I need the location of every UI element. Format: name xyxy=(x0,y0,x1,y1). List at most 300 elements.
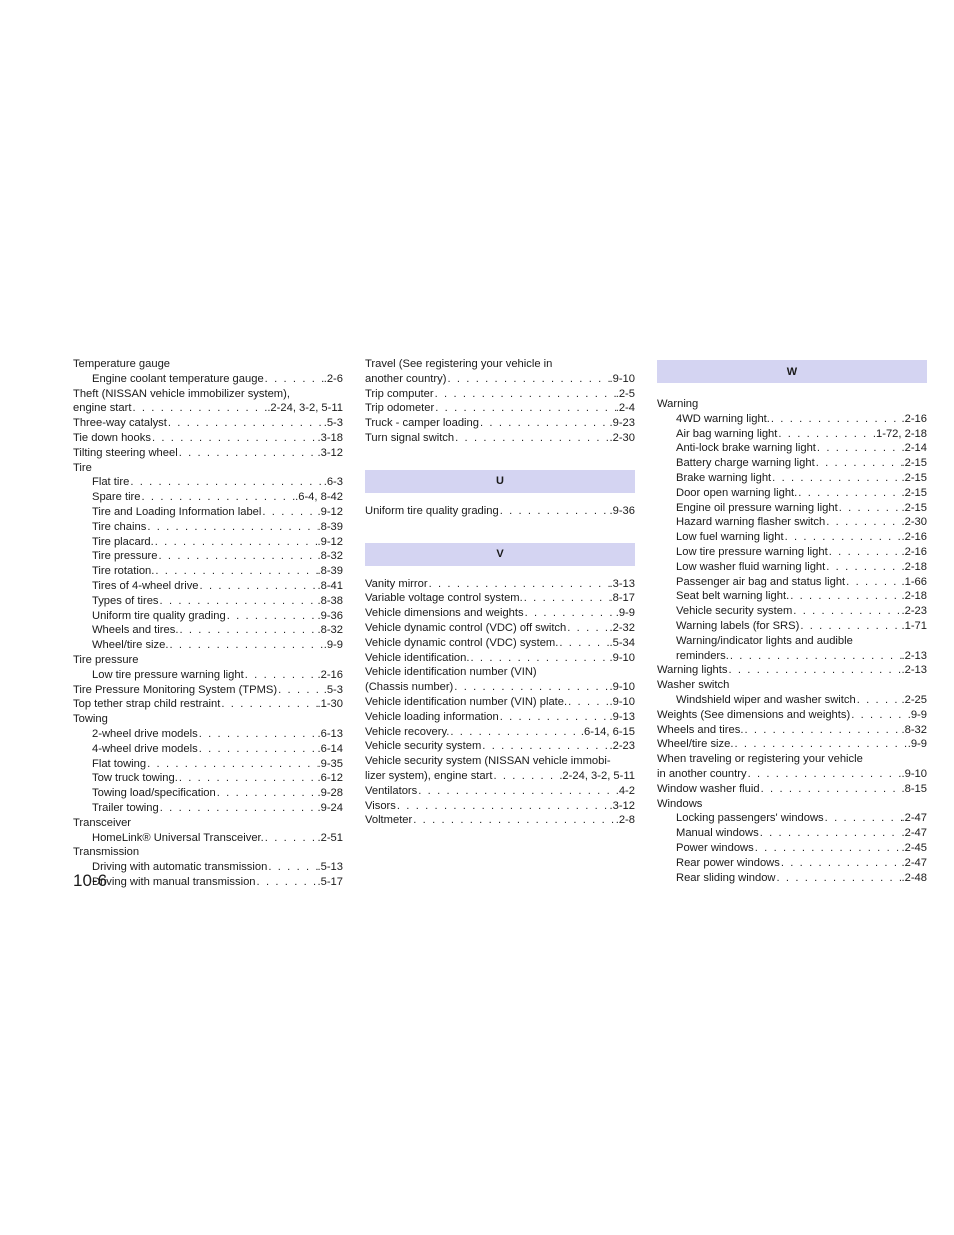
dot-leader xyxy=(759,826,902,841)
index-entry xyxy=(73,431,343,446)
index-entry xyxy=(365,651,635,666)
entry-page-ref: .2-48 xyxy=(901,871,927,884)
entry-page-ref: .2-18 xyxy=(901,560,927,573)
dot-leader xyxy=(747,767,902,782)
entry-text: Top tether strap child restraint xyxy=(73,698,221,711)
entry-page-ref: .2-51 xyxy=(317,831,343,844)
dot-leader xyxy=(264,831,318,846)
dot-leader xyxy=(825,515,901,530)
entry-page-ref: .2-16 xyxy=(317,668,343,681)
entry-text: Flat towing xyxy=(92,757,147,770)
dot-leader xyxy=(499,504,610,519)
entry-text: Rear power windows xyxy=(676,856,780,869)
entry-text: Low tire pressure warning light xyxy=(92,668,244,681)
dot-leader xyxy=(792,604,901,619)
dot-leader xyxy=(198,727,318,742)
entry-text: Travel (See registering your vehicle in xyxy=(365,358,553,370)
entry-text: Wheel/tire size. xyxy=(657,738,734,751)
entry-page-ref: .8-15 xyxy=(901,782,927,795)
index-subentry xyxy=(657,486,927,501)
index-subentry xyxy=(73,372,343,387)
index-subentry xyxy=(657,501,927,516)
entry-page-ref: .5-34 xyxy=(609,636,635,649)
entry-text: 2-wheel drive models xyxy=(92,727,198,740)
index-entry xyxy=(365,591,635,606)
index-entry xyxy=(73,401,343,416)
index-entry xyxy=(73,357,343,372)
index-entry xyxy=(365,695,635,710)
dot-leader xyxy=(412,813,615,828)
page-number: 10-6 xyxy=(73,871,108,890)
entry-text: Manual windows xyxy=(676,827,759,840)
entry-text: Tire pressure xyxy=(92,550,158,563)
dot-leader xyxy=(267,860,317,875)
entry-page-ref: .5-3 xyxy=(323,683,343,696)
entry-text: Vanity mirror xyxy=(365,577,428,590)
entry-page-ref: .1-72, 2-18 xyxy=(872,427,927,440)
dot-leader xyxy=(453,680,609,695)
entry-page-ref: .9-9 xyxy=(907,738,927,751)
index-subentry xyxy=(73,549,343,564)
entry-page-ref: .2-18 xyxy=(901,590,927,603)
entry-page-ref: .9-9 xyxy=(615,607,635,620)
dot-leader xyxy=(154,535,318,550)
entry-page-ref: .8-39 xyxy=(317,520,343,533)
index-entry xyxy=(657,782,927,797)
index-entry xyxy=(657,737,927,752)
entry-text: Locking passengers' windows xyxy=(676,812,824,825)
entry-text: Door open warning light. xyxy=(676,486,798,499)
entry-page-ref: .5-13 xyxy=(317,861,343,874)
entry-page-ref: .9-24 xyxy=(317,801,343,814)
dot-leader xyxy=(825,560,901,575)
index-entry xyxy=(73,416,343,431)
dot-leader xyxy=(199,579,318,594)
entry-page-ref: .8-32 xyxy=(317,550,343,563)
entry-text: Air bag warning light xyxy=(676,427,778,440)
dot-leader xyxy=(446,372,609,387)
index-column-2 xyxy=(365,357,635,828)
index-entry xyxy=(73,697,343,712)
entry-page-ref: .2-15 xyxy=(901,457,927,470)
entry-text: Tire chains xyxy=(92,520,147,533)
entry-text: Turn signal switch xyxy=(365,431,455,444)
index-subentry xyxy=(73,520,343,535)
entry-text: Tilting steering wheel xyxy=(73,446,178,459)
entry-text: Towing load/specification xyxy=(92,787,216,800)
entry-page-ref: .9-9 xyxy=(323,639,343,652)
section-gap xyxy=(365,446,635,466)
entry-text: Truck - camper loading xyxy=(365,417,479,430)
entry-text: Vehicle dynamic control (VDC) off switch xyxy=(365,621,567,634)
entry-text: Vehicle dynamic control (VDC) system. xyxy=(365,636,559,649)
index-entry xyxy=(73,446,343,461)
entry-text: Engine oil pressure warning light xyxy=(676,501,838,514)
entry-page-ref: .2-30 xyxy=(901,516,927,529)
entry-text: engine start xyxy=(73,402,132,415)
entry-text: Tire Pressure Monitoring System (TPMS) xyxy=(73,683,278,696)
entry-text: lizer system), engine start xyxy=(365,769,493,782)
index-subentry xyxy=(657,412,927,427)
entry-page-ref: .3-12 xyxy=(609,799,635,812)
index-entry xyxy=(365,665,635,680)
index-entry xyxy=(365,769,635,784)
index-subentry xyxy=(657,693,927,708)
section-gap xyxy=(365,519,635,539)
dot-leader xyxy=(784,530,902,545)
entry-text: Wheels and tires. xyxy=(657,723,744,736)
dot-leader xyxy=(178,623,317,638)
entry-text: Voltmeter xyxy=(365,814,413,827)
entry-page-ref: .2-15 xyxy=(901,471,927,484)
dot-leader xyxy=(159,594,318,609)
index-entry xyxy=(365,621,635,636)
dot-leader xyxy=(797,486,901,501)
dot-leader xyxy=(131,401,267,416)
entry-page-ref: .9-10 xyxy=(609,651,635,664)
index-subentry xyxy=(73,860,343,875)
entry-page-ref: .2-15 xyxy=(901,501,927,514)
entry-page-ref: .3-13 xyxy=(609,577,635,590)
entry-text: Anti-lock brake warning light xyxy=(676,442,816,455)
entry-text: Rear sliding window xyxy=(676,871,776,884)
index-entry xyxy=(365,504,635,519)
entry-page-ref: .6-12 xyxy=(317,772,343,785)
dot-leader xyxy=(178,771,318,786)
entry-text: Brake warning light xyxy=(676,471,772,484)
index-subentry xyxy=(73,638,343,653)
entry-text: Tie down hooks xyxy=(73,431,151,444)
entry-text: Vehicle security system xyxy=(676,605,793,618)
dot-leader xyxy=(743,723,901,738)
entry-text: another country) xyxy=(365,372,447,385)
index-subentry xyxy=(657,856,927,871)
index-subentry xyxy=(657,604,927,619)
dot-leader xyxy=(850,708,908,723)
index-entry xyxy=(365,636,635,651)
dot-leader xyxy=(816,441,902,456)
section-header-w: W xyxy=(657,360,927,383)
dot-leader xyxy=(499,710,610,725)
entry-page-ref: .2-47 xyxy=(901,856,927,869)
index-entry xyxy=(657,663,927,678)
dot-leader xyxy=(856,693,902,708)
entry-page-ref: .2-15 xyxy=(901,486,927,499)
entry-page-ref: .8-41 xyxy=(317,579,343,592)
index-entry xyxy=(73,816,343,831)
entry-text: Vehicle loading information xyxy=(365,710,499,723)
dot-leader xyxy=(198,742,318,757)
dot-leader xyxy=(434,401,615,416)
dot-leader xyxy=(277,683,324,698)
dot-leader xyxy=(434,387,616,402)
index-subentry xyxy=(657,649,927,664)
entry-text: Weights (See dimensions and weights) xyxy=(657,708,851,721)
dot-leader xyxy=(264,372,324,387)
entry-text: Low fuel warning light xyxy=(676,531,784,544)
index-entry xyxy=(365,577,635,592)
dot-leader xyxy=(129,475,323,490)
entry-page-ref: .9-12 xyxy=(317,505,343,518)
index-entry xyxy=(657,397,927,412)
entry-text: Engine coolant temperature gauge xyxy=(92,372,264,385)
entry-text: 4-wheel drive models xyxy=(92,742,198,755)
entry-page-ref: .2-6 xyxy=(323,372,343,385)
dot-leader xyxy=(216,786,318,801)
dot-leader xyxy=(449,725,581,740)
entry-page-ref: .9-10 xyxy=(609,372,635,385)
entry-text: Warning lights xyxy=(657,664,728,677)
entry-page-ref: .2-45 xyxy=(901,841,927,854)
entry-page-ref: .6-14 xyxy=(317,742,343,755)
entry-text: Windshield wiper and washer switch xyxy=(676,693,856,706)
entry-text: Trip computer xyxy=(365,387,434,400)
section-header-u: U xyxy=(365,470,635,493)
entry-page-ref: .2-16 xyxy=(901,545,927,558)
dot-leader xyxy=(789,589,901,604)
entry-text: Vehicle identification number (VIN) plate. xyxy=(365,695,568,708)
index-subentry xyxy=(73,771,343,786)
index-subentry xyxy=(657,811,927,826)
index-entry xyxy=(657,723,927,738)
entry-page-ref: .6-13 xyxy=(317,727,343,740)
entry-page-ref: .9-12 xyxy=(317,535,343,548)
entry-page-ref: .4-2 xyxy=(615,784,635,797)
entry-page-ref: .9-10 xyxy=(901,767,927,780)
dot-leader xyxy=(168,638,323,653)
index-entry xyxy=(657,797,927,812)
entry-page-ref: .3-12 xyxy=(317,446,343,459)
dot-leader xyxy=(558,636,609,651)
entry-text: Tire and Loading Information label xyxy=(92,505,262,518)
entry-page-ref: .2-16 xyxy=(901,412,927,425)
index-column-3 xyxy=(657,357,927,885)
entry-text: Tire pressure xyxy=(73,653,139,666)
dot-leader xyxy=(167,416,324,431)
index-entry xyxy=(365,813,635,828)
entry-page-ref: .6-4, 8-42 xyxy=(295,491,343,504)
entry-page-ref: .9-23 xyxy=(609,417,635,430)
index-subentry xyxy=(657,545,927,560)
index-subentry xyxy=(657,575,927,590)
index-entry xyxy=(73,387,343,402)
dot-leader xyxy=(523,591,610,606)
index-entry xyxy=(365,357,635,372)
index-entry xyxy=(365,680,635,695)
entry-text: Seat belt warning light. xyxy=(676,590,790,603)
dot-leader xyxy=(479,416,610,431)
entry-text: Vehicle security system (NISSAN vehicle immobi- xyxy=(365,755,611,768)
index-subentry xyxy=(73,831,343,846)
dot-leader xyxy=(828,545,902,560)
entry-page-ref: .5-3 xyxy=(323,417,343,430)
entry-text: (Chassis number) xyxy=(365,681,454,694)
dot-leader xyxy=(492,769,559,784)
entry-text: Flat tire xyxy=(92,476,130,489)
index-subentry xyxy=(73,801,343,816)
entry-page-ref: .5-17 xyxy=(317,875,343,888)
entry-text: Vehicle identification. xyxy=(365,651,470,664)
dot-leader xyxy=(261,505,317,520)
index-entry xyxy=(657,708,927,723)
entry-page-ref: .9-36 xyxy=(609,504,635,517)
dot-leader xyxy=(244,668,318,683)
index-subentry xyxy=(73,609,343,624)
index-subentry xyxy=(73,875,343,890)
index-entry xyxy=(365,799,635,814)
index-subentry xyxy=(73,579,343,594)
entry-text: Power windows xyxy=(676,841,754,854)
entry-page-ref: .3-18 xyxy=(317,431,343,444)
dot-leader xyxy=(799,619,901,634)
index-entry xyxy=(365,431,635,446)
section-header-v: V xyxy=(365,543,635,566)
index-subentry xyxy=(657,441,927,456)
index-entry xyxy=(365,710,635,725)
index-entry xyxy=(73,845,343,860)
entry-text: Low tire pressure warning light xyxy=(676,545,828,558)
dot-leader xyxy=(754,841,902,856)
entry-text: Spare tire xyxy=(92,491,141,504)
index-subentry xyxy=(73,668,343,683)
entry-text: Vehicle security system xyxy=(365,740,482,753)
entry-text: Uniform tire quality grading xyxy=(365,504,499,517)
dot-leader xyxy=(824,811,902,826)
dot-leader xyxy=(454,431,609,446)
index-column-1 xyxy=(73,357,343,890)
dot-leader xyxy=(428,577,610,592)
entry-text: When traveling or registering your vehicle xyxy=(657,753,863,766)
entry-text: Transmission xyxy=(73,846,140,859)
entry-text: Hazard warning flasher switch xyxy=(676,516,826,529)
entry-text: Transceiver xyxy=(73,816,132,829)
entry-page-ref: .8-32 xyxy=(901,723,927,736)
index-entry xyxy=(657,767,927,782)
index-subentry xyxy=(73,727,343,742)
index-entry xyxy=(657,678,927,693)
index-entry xyxy=(365,401,635,416)
entry-text: Vehicle dimensions and weights xyxy=(365,607,524,620)
entry-text: Warning labels (for SRS) xyxy=(676,619,800,632)
entry-page-ref: .2-47 xyxy=(901,812,927,825)
entry-text: Driving with automatic transmission xyxy=(92,861,268,874)
dot-leader xyxy=(146,520,317,535)
index-entry xyxy=(365,784,635,799)
entry-page-ref: .6-14, 6-15 xyxy=(580,725,635,738)
entry-page-ref: .9-35 xyxy=(317,757,343,770)
entry-page-ref: .1-30 xyxy=(317,698,343,711)
dot-leader xyxy=(776,871,902,886)
entry-text: Types of tires xyxy=(92,594,159,607)
index-subentry xyxy=(657,456,927,471)
index-subentry xyxy=(73,475,343,490)
dot-leader xyxy=(815,456,902,471)
dot-leader xyxy=(733,737,907,752)
index-subentry xyxy=(73,594,343,609)
dot-leader xyxy=(760,782,902,797)
index-entry xyxy=(365,739,635,754)
entry-text: Trip odometer xyxy=(365,402,435,415)
index-subentry xyxy=(73,490,343,505)
entry-page-ref: .8-17 xyxy=(609,592,635,605)
entry-page-ref: .9-10 xyxy=(609,681,635,694)
entry-text: Three-way catalyst xyxy=(73,417,167,430)
dot-leader xyxy=(417,784,615,799)
dot-leader xyxy=(770,412,902,427)
entry-text: Visors xyxy=(365,799,396,812)
dot-leader xyxy=(396,799,610,814)
entry-page-ref: .2-4 xyxy=(615,402,635,415)
entry-page-ref: .8-38 xyxy=(317,594,343,607)
dot-leader xyxy=(838,501,902,516)
entry-page-ref: .8-32 xyxy=(317,624,343,637)
index-subentry xyxy=(657,871,927,886)
entry-text: Warning xyxy=(657,398,699,410)
index-subentry xyxy=(73,757,343,772)
index-subentry xyxy=(73,564,343,579)
entry-page-ref: .8-39 xyxy=(317,565,343,578)
entry-text: Variable voltage control system. xyxy=(365,592,523,605)
index-entry xyxy=(365,372,635,387)
dot-leader xyxy=(159,801,318,816)
entry-page-ref: .6-3 xyxy=(323,476,343,489)
index-subentry xyxy=(73,786,343,801)
index-entry xyxy=(657,752,927,767)
dot-leader xyxy=(226,609,318,624)
entry-page-ref: .2-14 xyxy=(901,442,927,455)
index-subentry xyxy=(657,530,927,545)
dot-leader xyxy=(146,757,317,772)
entry-text: Low washer fluid warning light xyxy=(676,560,826,573)
dot-leader xyxy=(469,651,609,666)
dot-leader xyxy=(154,564,317,579)
entry-page-ref: .9-9 xyxy=(907,708,927,721)
entry-text: Washer switch xyxy=(657,679,730,692)
dot-leader xyxy=(158,549,318,564)
index-subentry xyxy=(657,634,927,649)
entry-text: Tire xyxy=(73,461,92,474)
entry-text: HomeLink® Universal Transceiver. xyxy=(92,831,264,844)
dot-leader xyxy=(220,697,317,712)
index-entry xyxy=(365,725,635,740)
index-entry xyxy=(73,653,343,668)
entry-page-ref: .2-13 xyxy=(901,649,927,662)
index-subentry xyxy=(657,841,927,856)
dot-leader xyxy=(567,695,609,710)
entry-text: Trailer towing xyxy=(92,801,159,814)
index-subentry xyxy=(657,560,927,575)
dot-leader xyxy=(141,490,296,505)
dot-leader xyxy=(845,575,901,590)
entry-page-ref: .2-24, 3-2, 5-11 xyxy=(267,402,343,415)
index-subentry xyxy=(657,619,927,634)
index-entry xyxy=(73,683,343,698)
entry-text: Wheels and tires. xyxy=(92,624,179,637)
entry-page-ref: .2-32 xyxy=(609,621,635,634)
entry-text: Uniform tire quality grading xyxy=(92,609,226,622)
entry-text: Tires of 4-wheel drive xyxy=(92,579,199,592)
index-entry xyxy=(365,387,635,402)
entry-text: Temperature gauge xyxy=(73,358,171,370)
dot-leader xyxy=(780,856,902,871)
entry-page-ref: .2-47 xyxy=(901,827,927,840)
index-subentry xyxy=(657,515,927,530)
entry-text: Windows xyxy=(657,797,703,810)
entry-text: Battery charge warning light xyxy=(676,457,815,470)
index-subentry xyxy=(657,826,927,841)
index-subentry xyxy=(657,589,927,604)
entry-text: Ventilators xyxy=(365,784,418,797)
